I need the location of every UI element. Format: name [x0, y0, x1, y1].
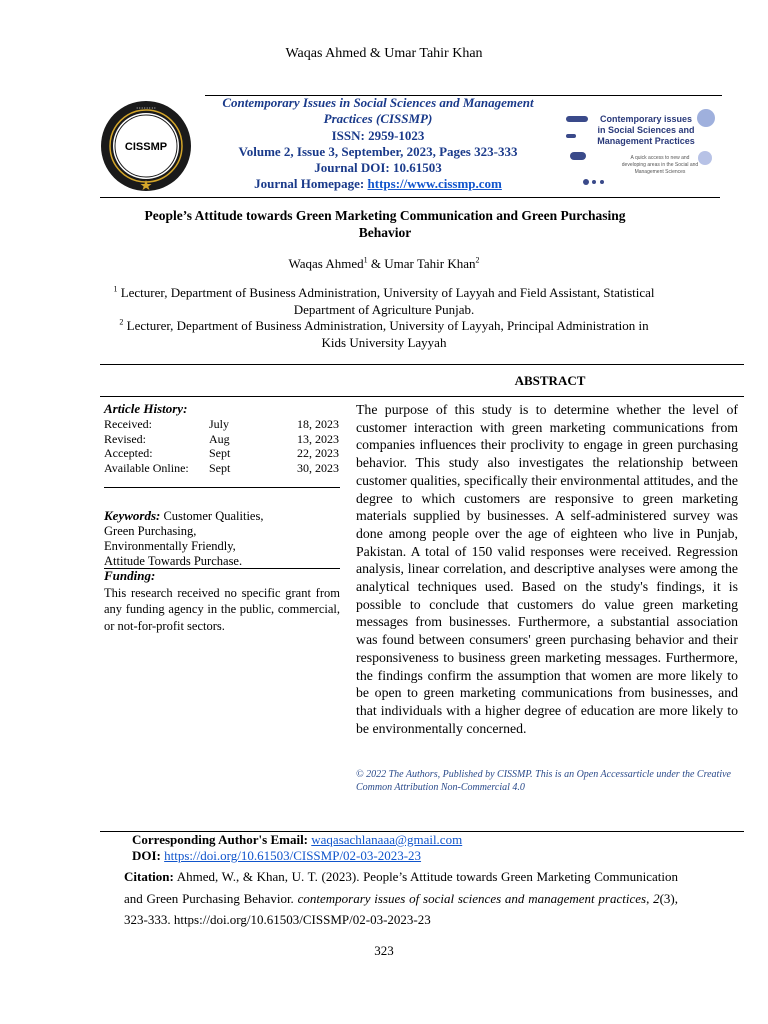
abstract-heading: ABSTRACT — [514, 373, 586, 388]
history-date: 30, 2023 — [297, 460, 339, 475]
cover-title-2: in Social Sciences and — [597, 125, 695, 135]
running-head: Waqas Ahmed & Umar Tahir Khan — [285, 46, 483, 61]
affiliation-1-sup: 1 — [113, 284, 118, 294]
affiliation-2-sup: 2 — [119, 317, 124, 327]
keyword-1: Customer Qualities, — [160, 509, 264, 523]
journal-issn: ISSN: 2959-1023 — [331, 127, 425, 143]
homepage-link[interactable]: https://www.cissmp.com — [367, 176, 502, 192]
history-month: Sept — [209, 460, 231, 475]
article-history — [104, 401, 340, 475]
author-1: Waqas Ahmed — [288, 256, 364, 271]
corresponding-email-link[interactable]: waqasachlanaaa@gmail.com — [311, 832, 463, 847]
funding-block — [104, 568, 340, 634]
affiliation-1 — [92, 285, 676, 302]
journal-volume: Volume 2, Issue 3, September, 2023, Pages 323-333 — [238, 143, 518, 159]
keywords-block — [104, 508, 340, 569]
history-date: 13, 2023 — [297, 431, 339, 446]
affiliations — [92, 285, 676, 351]
history-label: Received: — [104, 417, 152, 431]
journal-homepage — [206, 176, 550, 192]
citation-part-3: (3), 323-333. https://doi.org/10.61503/CISSMP/02-03-2023-23 — [124, 890, 679, 927]
affiliation-1-line-2: Department of Agriculture Punjab. — [293, 301, 475, 317]
affiliation-2-line-1: Lecturer, Department of Business Administration, University of Layyah, Principal Administration in — [123, 318, 649, 333]
keywords-heading: Keywords: — [104, 508, 161, 523]
homepage-label: Journal Homepage: — [254, 176, 368, 192]
keyword-3: Environmentally Friendly, — [104, 539, 236, 553]
cover-tagline-1: A quick access to new and — [630, 155, 690, 161]
history-month: Sept — [209, 446, 231, 460]
article-history-heading: Article History: — [104, 401, 188, 416]
keyword-4: Attitude Towards Purchase. — [104, 554, 243, 568]
keyword-2: Green Purchasing, — [104, 524, 197, 538]
author-2-sup: 2 — [475, 255, 480, 265]
citation-part-1: Ahmed, W., & Khan, U. T. (2023). People’s Attitude towards Green Marketing Communication and Green Purchasing Behavior. — [124, 869, 678, 906]
paper-title — [100, 207, 670, 241]
svg-text:• • • • • • • •: • • • • • • • • — [136, 105, 156, 110]
funding-heading: Funding: — [104, 568, 156, 583]
affiliation-2 — [92, 318, 676, 335]
citation-journal: contemporary issues of social sciences and management practices — [297, 890, 647, 906]
history-label: Accepted: — [104, 446, 153, 460]
author-2: Umar Tahir Khan — [384, 256, 476, 271]
seal-text: CISSMP — [124, 141, 168, 153]
corresponding-info — [132, 832, 462, 864]
email-label: Corresponding Author's Email: — [132, 832, 312, 847]
history-label: Available Online: — [104, 460, 189, 475]
history-month: July — [209, 417, 230, 431]
page-number: 323 — [374, 943, 394, 958]
author-list — [0, 256, 768, 272]
history-label: Revised: — [104, 431, 146, 446]
citation-volume: 2 — [653, 890, 660, 906]
journal-title: Contemporary Issues in Social Sciences and Management Practices (CISSMP) — [222, 95, 534, 127]
license-notice: © 2022 The Authors, Published by CISSMP. This is an Open Accessarticle under the Creative Common Attribution Non-Commercial 4.0 — [356, 769, 731, 793]
funding-text: This research received no specific grant from any funding agency in the public, commercial, or not-for-profit sectors. — [104, 585, 340, 633]
abstract-top-rule — [100, 364, 744, 365]
history-rule — [104, 487, 340, 488]
cover-title-3: Management Practices — [597, 136, 695, 146]
affiliation-2-line-2: Kids University Layyah — [321, 334, 447, 350]
abstract-text: The purpose of this study is to determine whether the level of customer interaction with green marketing communications from companies influences their proclivity to engage in green purchasing behavior. This study also investigates the relationship between customer qualities, specifically their environmental attitudes, and the degree to which customers are responsive to green marketing materials supplied by businesses. A self-administered survey was done among people over the age of eighteen who live in Punjab, Pakistan. A total of 150 valid responses were received. Regression analysis, linear correlation, and descriptive analyses were among the analytical techniques used. Based on the study's findings, it is possible to conclude that customers do value green marketing messages from businesses. Furthermore, a substantial association was found between consumers' green purchasing behavior and their responsiveness to business green marketing messages. Furthermore, the findings confirm the assumption that women are more likely to be open to green marketing communications from businesses, and that individuals with a higher degree of education are more likely to be environmentally concerned. — [356, 402, 738, 736]
cover-title-1: Contemporary issues — [599, 114, 693, 124]
history-date: 18, 2023 — [297, 417, 339, 431]
cover-tagline-3: Management Sciences — [634, 169, 686, 175]
paper-title-line-1: People’s Attitude towards Green Marketing Communication and Green Purchasing — [144, 208, 626, 223]
history-row — [104, 461, 340, 476]
journal-cover-logo — [560, 104, 720, 192]
paper-title-line-2: Behavior — [358, 225, 412, 240]
journal-info — [206, 95, 550, 193]
cissmp-seal-logo — [100, 100, 192, 192]
history-month: Aug — [209, 431, 230, 446]
citation-label: Citation: — [124, 869, 174, 884]
cover-tagline-2: developing areas in the Social and — [621, 162, 699, 168]
history-date: 22, 2023 — [297, 446, 339, 460]
citation-part-2: , — [646, 890, 654, 906]
history-row — [104, 432, 340, 447]
history-row — [104, 417, 340, 432]
citation — [124, 866, 678, 931]
author-1-sup: 1 — [363, 255, 368, 265]
doi-label: DOI: — [132, 848, 165, 863]
affiliation-1-line-1: Lecturer, Department of Business Administration, University of Layyah and Field Assistant, Statistical — [117, 285, 655, 300]
doi-link[interactable]: https://doi.org/10.61503/CISSMP/02-03-2023-23 — [164, 848, 422, 863]
header-rule-bottom — [100, 197, 720, 198]
abstract-heading-rule — [100, 396, 744, 397]
author-sep: & — [367, 256, 385, 271]
history-row — [104, 446, 340, 461]
journal-doi: Journal DOI: 10.61503 — [314, 160, 442, 176]
